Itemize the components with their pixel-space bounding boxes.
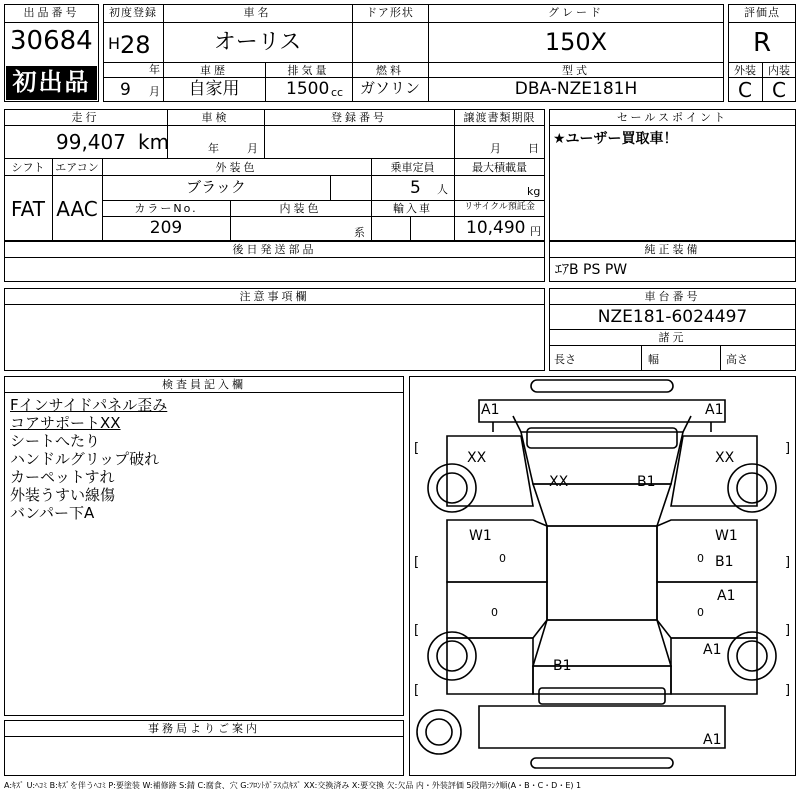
car-name: オーリス	[213, 30, 302, 55]
plate-header: 登録番号	[331, 111, 387, 124]
model-code: DBA-NZE181H	[514, 79, 638, 99]
color-number-header: カラーNo.	[134, 202, 198, 215]
bracket-mark: ]	[785, 683, 791, 698]
era: H	[108, 34, 121, 53]
recycle-fee: 10,490	[466, 218, 526, 238]
bracket-mark: [	[414, 623, 420, 638]
inspector-notes	[10, 396, 167, 522]
recycle-unit: 円	[530, 225, 541, 238]
inspection-header: 車検	[201, 111, 230, 124]
exterior-header: 外装	[734, 64, 756, 77]
spec-height-label: 高さ	[726, 353, 748, 366]
displacement-header: 排気量	[287, 64, 330, 77]
damage-mark-door-fr: W1	[715, 528, 738, 544]
sales-point-header: セールスポイント	[616, 111, 728, 124]
lot-number-header: 出品番号	[23, 6, 80, 19]
damage-mark-door-fl-sub: 0	[499, 552, 506, 565]
office-header: 事務局よりご案内	[148, 722, 260, 735]
capacity: 5	[410, 178, 421, 198]
bracket-mark: ]	[785, 623, 791, 638]
mileage: 99,407	[56, 130, 126, 154]
sales-point-box	[549, 109, 796, 241]
exterior-color: ブラック	[186, 178, 246, 196]
bracket-mark: [	[414, 683, 420, 698]
capacity-header: 乗車定員	[390, 161, 435, 174]
mileage-unit: km	[138, 130, 170, 154]
equipment: ｴｱB PS PW	[555, 262, 628, 278]
damage-mark-door-rr-sub: 0	[697, 606, 704, 619]
damage-mark-quarter-right: A1	[703, 642, 722, 658]
inspector-header: 検査員記入欄	[162, 378, 246, 391]
year-unit: 年	[149, 63, 160, 76]
exterior-score: C	[738, 78, 752, 102]
first-registration-header: 初度登録	[109, 6, 157, 19]
damage-mark-front-left: A1	[481, 402, 500, 418]
door-header: ドア形状	[366, 6, 414, 19]
spec-width-label: 幅	[648, 353, 659, 366]
overall-score: R	[752, 28, 772, 58]
spec-header: 諸元	[658, 331, 687, 344]
month-unit: 月	[149, 85, 160, 98]
interior-header: 内装	[768, 64, 790, 77]
chassis-number: NZE181-6024497	[597, 307, 748, 327]
damage-mark-door-rr: A1	[717, 588, 736, 604]
vehicle-history: 自家用	[188, 79, 240, 99]
car-name-header: 車名	[243, 6, 272, 19]
damage-mark-hood-right: B1	[637, 474, 656, 490]
damage-mark-door-fl: W1	[469, 528, 492, 544]
interior-score: C	[772, 78, 786, 102]
color-number: 209	[149, 218, 183, 238]
damage-mark-hood-left: XX	[549, 474, 569, 490]
transfer-deadline-header: 譲渡書類期限	[463, 111, 536, 124]
grade-header: グレード	[548, 6, 604, 19]
bracket-mark: [	[414, 555, 420, 570]
transfer-day-unit: 日	[528, 142, 539, 155]
inspector-note: バンパー下A	[10, 504, 95, 522]
spec-length-label: 長さ	[554, 353, 576, 366]
fuel-header: 燃料	[376, 64, 404, 77]
mileage-header: 走行	[71, 111, 100, 124]
grade: 150X	[544, 28, 608, 56]
history-header: 車歴	[200, 64, 228, 77]
damage-mark-rear-bumper: A1	[703, 732, 722, 748]
inspector-note: シートへたり	[10, 432, 101, 450]
interior-color-header: 内装色	[279, 202, 322, 215]
exterior-color-header: 外装色	[215, 161, 258, 174]
bracket-mark: ]	[785, 441, 791, 456]
inspector-note: コアサポートXX	[10, 414, 121, 432]
score-header: 評価点	[744, 6, 780, 19]
first-registration-month: 9	[120, 80, 131, 100]
notes-header: 注意事項欄	[239, 290, 310, 303]
capacity-unit: 人	[437, 183, 448, 196]
damage-mark-door-fr-b: B1	[715, 554, 734, 570]
sales-point-text: ★ユーザー買取車！	[553, 131, 678, 147]
inspector-note: ハンドルグリップ破れ	[10, 450, 160, 468]
max-load-header: 最大積載量	[472, 161, 527, 174]
import-header: 輸入車	[393, 202, 432, 215]
bracket-mark: [	[414, 441, 420, 456]
damage-mark-door-fr-sub: 0	[697, 552, 704, 565]
fuel: ガソリン	[359, 79, 420, 97]
aircon: AAC	[56, 197, 98, 221]
aircon-header: エアコン	[55, 161, 99, 174]
displacement: 1500	[286, 79, 330, 99]
damage-mark-trunk: B1	[553, 658, 572, 674]
displacement-unit: cc	[331, 86, 344, 99]
first-listing-label: 初出品	[12, 68, 91, 96]
damage-mark-fender-left: XX	[467, 450, 487, 466]
inspector-note: 外装うすい線傷	[10, 486, 116, 504]
car-diagram	[409, 376, 796, 776]
damage-mark-door-rl-sub: 0	[491, 606, 498, 619]
shift-header: シフト	[11, 161, 45, 174]
bracket-mark: ]	[785, 555, 791, 570]
first-registration-year: 28	[120, 31, 151, 59]
inspection-month-unit: 月	[247, 142, 258, 155]
later-parts-header: 後日発送部品	[232, 243, 317, 256]
lot-number: 30684	[10, 26, 93, 56]
equipment-header: 純正装備	[644, 243, 701, 256]
recycle-header: リサイクル預託金	[464, 202, 535, 212]
shift: FAT	[10, 197, 45, 221]
inspector-note: カーペットすれ	[10, 468, 115, 486]
damage-mark-fender-right: XX	[715, 450, 735, 466]
chassis-header: 車台番号	[644, 290, 701, 303]
damage-legend: A:ｷｽﾞ U:ﾍｺﾐ B:ｷｽﾞを伴うﾍｺﾐ P:要塗装 W:補修跡 S:錆 C:腐食、穴 G:ﾌﾛﾝﾄｶﾞﾗｽ点ｷｽﾞ XX:交換済み X:要交換 欠:欠品 内・外装評価 5段階ﾗﾝｸ順(A・B・C・D・E) 1	[4, 781, 582, 790]
load-unit: kg	[527, 185, 541, 198]
damage-mark-front-right: A1	[705, 402, 724, 418]
inspection-year-unit: 年	[208, 142, 219, 155]
inspector-note: Fインサイドパネル歪み	[10, 396, 168, 414]
interior-color-unit: 系	[354, 226, 365, 239]
model-code-header: 型式	[562, 64, 590, 77]
transfer-month-unit: 月	[490, 142, 501, 155]
